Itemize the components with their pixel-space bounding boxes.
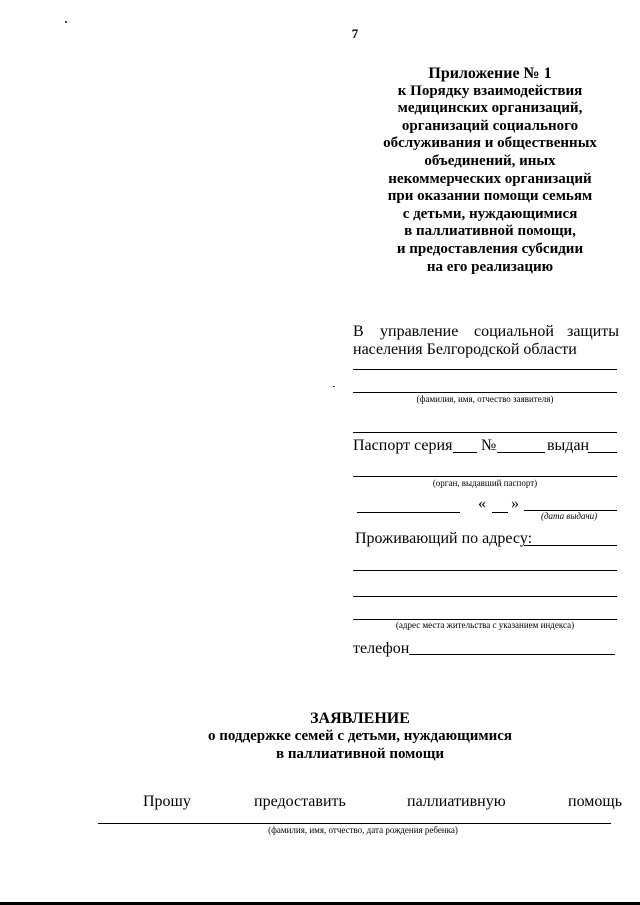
appendix-line: объединений, иных [424, 152, 556, 169]
passport-series-field[interactable] [453, 452, 477, 453]
address-field[interactable] [353, 570, 617, 571]
date-quote-close: » [511, 495, 519, 512]
issuer-caption: (орган, выдавший паспорт) [432, 478, 538, 488]
body-word: паллиативную [407, 793, 506, 810]
scan-speck [333, 386, 335, 387]
passport-row [353, 437, 452, 455]
statement-title: ЗАЯВЛЕНИЕ [310, 710, 410, 727]
statement-subtitle: в паллиативной помощи [275, 746, 445, 762]
statement-subtitle: о поддержке семей с детьми, нуждающимися [207, 728, 513, 744]
appendix-title: Приложение № 1 [428, 65, 552, 82]
appendix-line: и предоставления субсидии [396, 240, 584, 257]
address-caption: (адрес места жительства с указанием индекса) [395, 620, 575, 630]
appendix-line: на его реализацию [426, 258, 554, 275]
phone-field[interactable] [409, 654, 615, 655]
appendix-line: при оказании помощи семьям [387, 188, 593, 205]
date-quote-open: « [478, 495, 486, 512]
address-field[interactable] [353, 596, 617, 597]
applicant-caption: (фамилия, имя, отчество заявителя) [416, 394, 554, 404]
addressee-word: управление [380, 323, 459, 340]
addressee-word: социальной [474, 323, 554, 340]
residing-label: Проживающий по адресу: [355, 530, 533, 547]
appendix-line: организаций социального [401, 117, 579, 134]
appendix-line: с детьми, нуждающимися [402, 205, 578, 222]
passport-number-sign: № [481, 437, 497, 454]
appendix-line: некоммерческих организаций [388, 170, 592, 187]
address-field[interactable] [524, 545, 617, 546]
passport-issued-field[interactable] [588, 452, 617, 453]
page-number: 7 [351, 26, 359, 41]
scan-speck [65, 21, 67, 23]
child-caption: (фамилия, имя, отчество, дата рождения ребенка) [268, 825, 458, 835]
passport-issued-label: выдан [547, 437, 590, 454]
body-word: Прошу [143, 793, 191, 810]
addressee-word: В [353, 323, 364, 340]
body-word: помощь [568, 793, 622, 810]
applicant-name-line[interactable] [353, 392, 617, 393]
addressee-word: защиты [567, 323, 620, 340]
passport-label: Паспорт серия [353, 437, 453, 454]
issuer-field[interactable] [353, 476, 617, 477]
appendix-line: в паллиативной помощи, [404, 223, 576, 240]
body-word: предоставить [254, 793, 346, 810]
appendix-line: медицинских организаций, [397, 100, 583, 117]
issuer-field-2[interactable] [357, 512, 460, 513]
appendix-line: обслуживания и общественных [383, 135, 597, 152]
date-caption: (дата выдачи) [541, 511, 598, 521]
date-day-field[interactable] [492, 512, 508, 513]
phone-label: телефон [353, 640, 410, 657]
child-name-field[interactable] [98, 823, 611, 824]
appendix-header [380, 65, 600, 276]
appendix-line: к Порядку взаимодействия [397, 82, 583, 99]
addressee-line-2: населения Белгородской области [353, 341, 577, 358]
passport-number-field[interactable] [497, 452, 545, 453]
blank-line[interactable] [353, 432, 617, 433]
applicant-name-line[interactable] [353, 369, 617, 370]
